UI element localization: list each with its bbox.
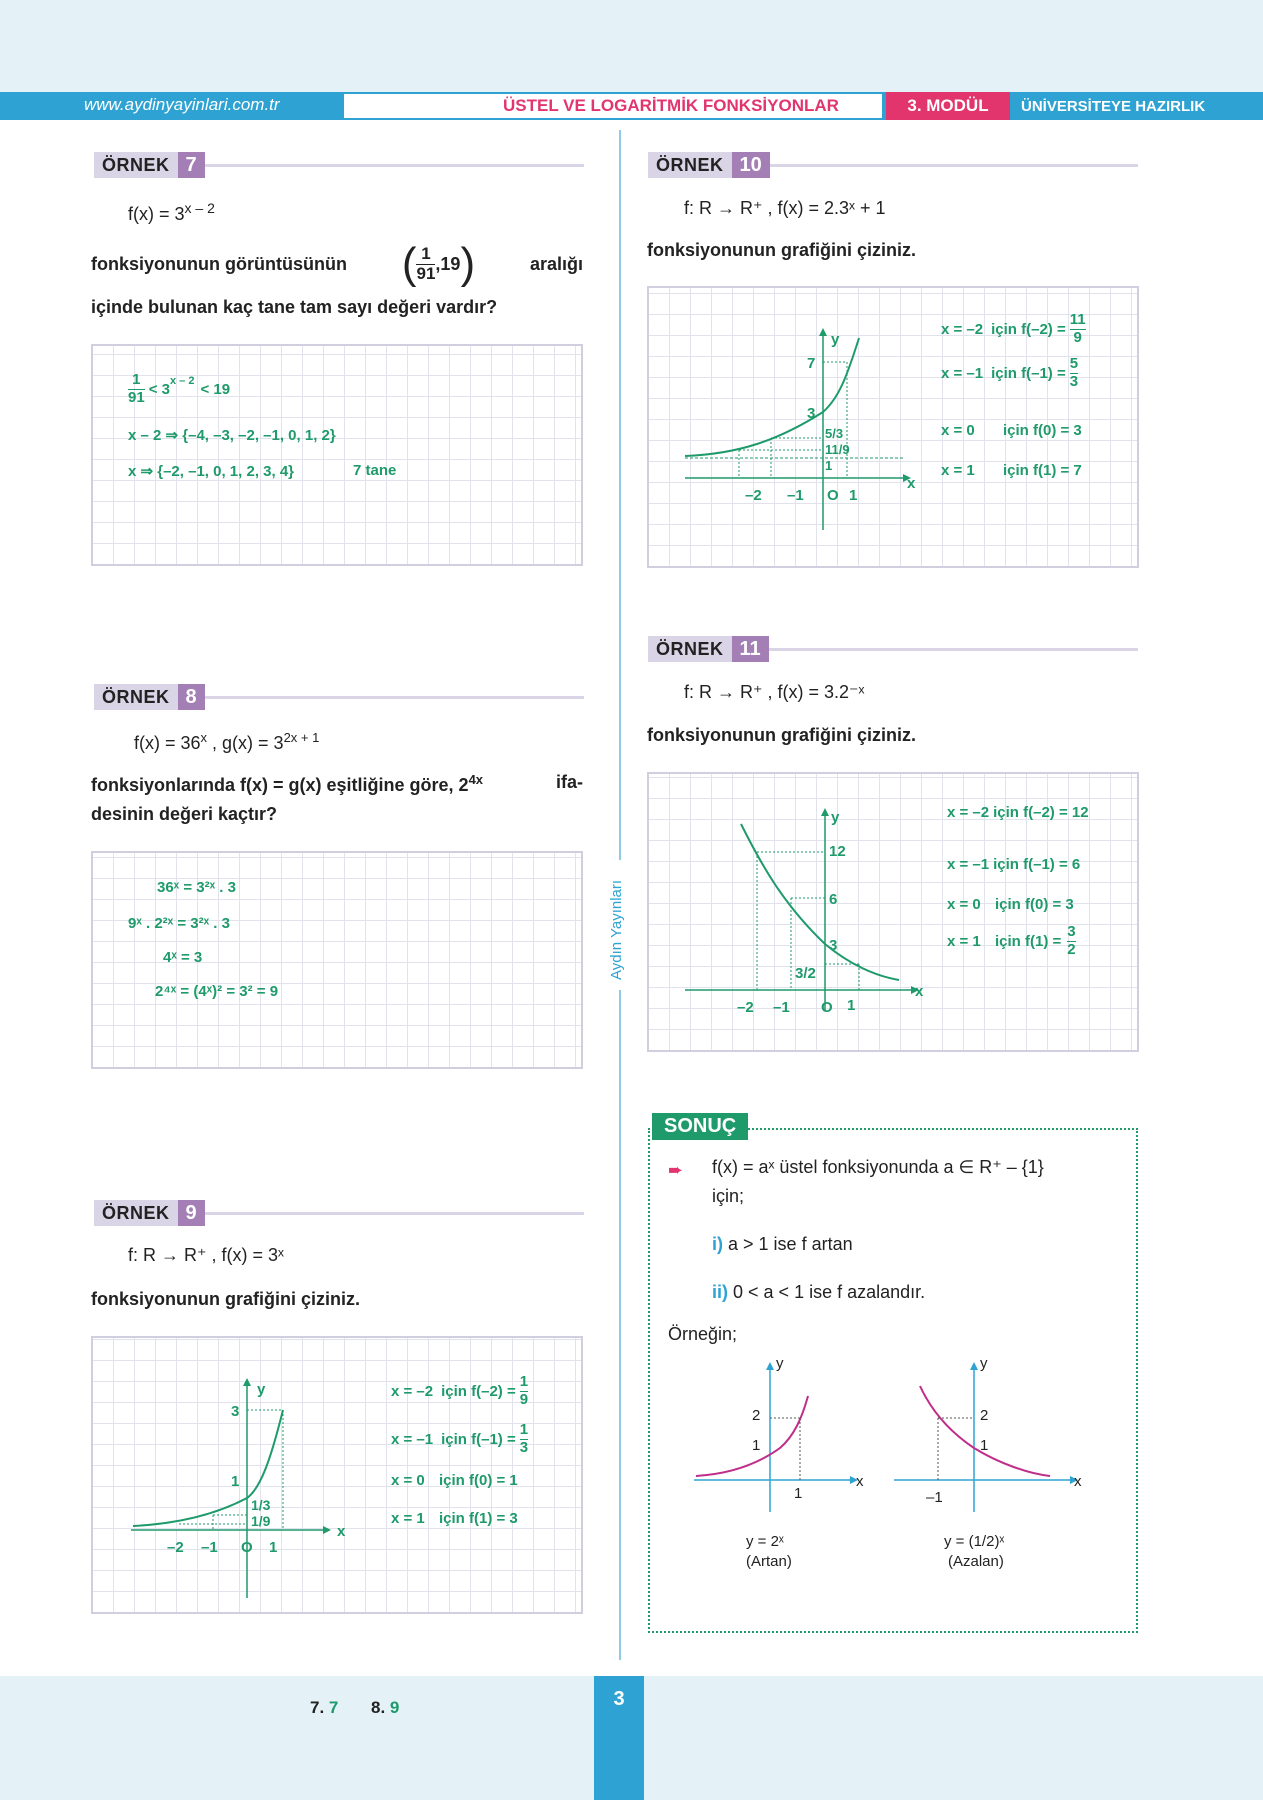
tick-x1: 1 <box>847 997 856 1014</box>
tick-y12: 12 <box>829 843 846 860</box>
ex9-row-3: x = 0 için f(0) = 1 <box>391 1472 518 1489</box>
sonuc-tag: SONUÇ <box>652 1113 748 1140</box>
ex9-row-2: x = –1 için f(–1) = $\frac{1}{3}$ <box>391 1421 529 1456</box>
tick-x1: 1 <box>269 1539 278 1556</box>
tick-x1: 1 <box>794 1485 803 1502</box>
x-label: x <box>915 983 924 1000</box>
ornek-9-heading: ÖRNEK 9 <box>94 1200 584 1226</box>
ex7-answer: 7 tane <box>353 462 397 479</box>
origin-label: O <box>827 487 839 504</box>
tick-y119: 11/9 <box>825 442 850 457</box>
ex10-formula: f: R → R⁺ , f(x) = 2.3ˣ + 1 <box>684 198 886 218</box>
tick-x1: 1 <box>849 487 858 504</box>
curve-half-x <box>920 1386 1050 1476</box>
top-band <box>0 0 1263 92</box>
ex8-step1: 36ˣ = 3²ˣ . 3 <box>157 879 236 896</box>
ex9-row-1: x = –2 için f(–2) = $\frac{1}{9}$ <box>391 1373 529 1408</box>
tick-y1: 1 <box>980 1437 989 1454</box>
tick-y7: 7 <box>807 355 816 372</box>
tick-y2: 2 <box>980 1407 989 1424</box>
ex7-solution-box <box>91 344 583 566</box>
tick-y3: 3 <box>829 937 838 954</box>
note-azalan: (Azalan) <box>948 1553 1004 1570</box>
ornek-7-heading: ÖRNEK 7 <box>94 152 584 178</box>
tick-xm1: –1 <box>787 487 804 504</box>
sonuc-case-ii: ii) 0 < a < 1 ise f azalandır. <box>712 1282 926 1302</box>
ex11-row-4: x = 1 için f(1) = $\frac{3}{2}$ <box>947 923 1076 958</box>
header-module: 3. MODÜL <box>886 92 1010 120</box>
ex7-step1: $\frac{1}{91}$ < 3 $^{x - 2}$ < 19 <box>128 371 231 406</box>
tick-xm2: –2 <box>737 999 754 1016</box>
header-series: ÜNİVERSİTEYE HAZIRLIK <box>1021 98 1206 115</box>
answer-key-1: 7. 7 <box>310 1698 339 1717</box>
ex11-graph-box <box>647 772 1139 1052</box>
sonuc-example-label: Örneğin; <box>668 1324 738 1344</box>
ex9-question: fonksiyonunun grafiğini çiziniz. <box>91 1289 360 1309</box>
ex9-graph-box <box>91 1336 583 1614</box>
ex8-question-line2: desinin değeri kaçtır? <box>91 804 278 824</box>
ex11-row-2: x = –1 için f(–1) = 6 <box>947 856 1081 873</box>
ex8-solution-box <box>91 851 583 1069</box>
side-brand: Aydın Yayınları <box>600 860 640 990</box>
ex10-row-4: x = 1 için f(1) = 7 <box>941 462 1082 479</box>
tick-y3: 3 <box>231 1403 240 1420</box>
y-label: y <box>831 331 840 348</box>
ex10-graph-box <box>647 286 1139 568</box>
ex10-row-2: x = –1 için f(–1) = $\frac{5}{3}$ <box>941 355 1079 390</box>
ex7-question-line1: fonksiyonunun görüntüsünün ( $\frac{1}{91}$ ,19 ) aralığı <box>91 239 583 288</box>
note-artan: (Artan) <box>746 1553 792 1570</box>
ex7-step2: x – 2 ⇒ {–4, –3, –2, –1, 0, 1, 2} <box>128 427 336 444</box>
x-label: x <box>1074 1473 1082 1490</box>
tick-y2: 2 <box>752 1407 761 1424</box>
ex8-step4: 2⁴ˣ = (4ˣ)² = 3² = 9 <box>155 983 279 1000</box>
tick-y3: 3 <box>807 405 816 422</box>
ex7-formula: $f(x) = 3^{x - 2}$ <box>128 200 215 224</box>
ex9-formula: f: R → R⁺ , f(x) = 3ˣ <box>128 1245 284 1265</box>
header-title: ÜSTEL VE LOGARİTMİK FONKSİYONLAR <box>503 96 839 115</box>
tick-y6: 6 <box>829 891 838 908</box>
sonuc-line1b: için; <box>712 1186 745 1206</box>
tick-xm1: –1 <box>773 999 790 1016</box>
ex10-row-1: x = –2 için f(–2) = $\frac{11}{9}$ <box>941 311 1086 346</box>
tick-y13: 1/3 <box>251 1497 271 1513</box>
tick-y32: 3/2 <box>795 965 816 982</box>
y-axis-arrow <box>821 808 829 816</box>
origin-label: O <box>241 1539 253 1556</box>
ex7-question-line2: içinde bulunan kaç tane tam sayı değeri vardır? <box>91 297 498 317</box>
page-number-box <box>594 1676 644 1800</box>
sonuc-line1: f(x) = aˣ üstel fonksiyonunda a ∈ R⁺ – {1} <box>712 1157 1044 1177</box>
x-label: x <box>856 1473 864 1490</box>
header-url[interactable]: www.aydinyayinlari.com.tr <box>84 95 280 114</box>
ornek-11-heading: ÖRNEK 11 <box>648 636 1138 662</box>
sonuc-graph-decreasing <box>890 1352 1090 1592</box>
eq-2x: y = 2ˣ <box>746 1533 784 1550</box>
tick-xm1: –1 <box>926 1489 943 1506</box>
exp-curve <box>741 824 899 980</box>
y-label: y <box>776 1355 784 1372</box>
y-axis-arrow <box>970 1362 978 1370</box>
y-label: y <box>257 1381 266 1398</box>
ex11-row-3: x = 0 için f(0) = 3 <box>947 896 1074 913</box>
y-axis-arrow <box>243 1378 251 1386</box>
tick-y19: 1/9 <box>251 1513 271 1529</box>
ex11-row-1: x = –2 için f(–2) = 12 <box>947 804 1089 821</box>
tick-y1: 1 <box>752 1437 761 1454</box>
ex9-row-4: x = 1 için f(1) = 3 <box>391 1510 518 1527</box>
y-axis-arrow <box>766 1362 774 1370</box>
ex11-formula: f: R → R⁺ , f(x) = 3.2⁻ˣ <box>684 682 865 702</box>
arrow-bullet-icon: ➨ <box>668 1160 684 1180</box>
x-label: x <box>337 1523 346 1540</box>
sonuc-graph-increasing <box>690 1352 890 1592</box>
tick-xm2: –2 <box>167 1539 184 1556</box>
ex8-formula: $f(x) = 36^x$ , $g(x) = 3^{2x + 1}$ <box>134 730 320 753</box>
ornek-8-heading: ÖRNEK 8 <box>94 684 584 710</box>
tick-y1: 1 <box>825 458 833 473</box>
ex8-step2: 9ˣ . 2²ˣ = 3²ˣ . 3 <box>128 915 230 932</box>
eq-half-x: y = (1/2)ˣ <box>944 1533 1005 1550</box>
origin-label: O <box>821 999 833 1016</box>
ex7-step3: x ⇒ {–2, –1, 0, 1, 2, 3, 4} <box>128 463 295 480</box>
ornek-10-heading: ÖRNEK 10 <box>648 152 1138 178</box>
ex10-question: fonksiyonunun grafiğini çiziniz. <box>647 240 916 260</box>
ex8-question-line1: fonksiyonlarında f(x) = g(x) eşitliğine göre, $2^{4x}$ ifa- <box>91 772 583 795</box>
ex8-step3: 4ˣ = 3 <box>163 949 203 966</box>
sonuc-case-i: i) a > 1 ise f artan <box>712 1234 853 1254</box>
ex10-row-3: x = 0 için f(0) = 3 <box>941 422 1082 439</box>
y-label: y <box>831 809 840 826</box>
tick-y1: 1 <box>231 1473 240 1490</box>
x-label: x <box>907 475 916 492</box>
tick-y53: 5/3 <box>825 426 844 441</box>
tick-xm1: –1 <box>201 1539 218 1556</box>
y-axis-arrow <box>819 328 827 336</box>
ex11-question: fonksiyonunun grafiğini çiziniz. <box>647 725 916 745</box>
x-axis-arrow <box>323 1526 331 1534</box>
y-label: y <box>980 1355 988 1372</box>
page-number: 3 <box>613 1688 625 1710</box>
tick-xm2: –2 <box>745 487 762 504</box>
answer-key-2: 8. 9 <box>371 1698 400 1717</box>
